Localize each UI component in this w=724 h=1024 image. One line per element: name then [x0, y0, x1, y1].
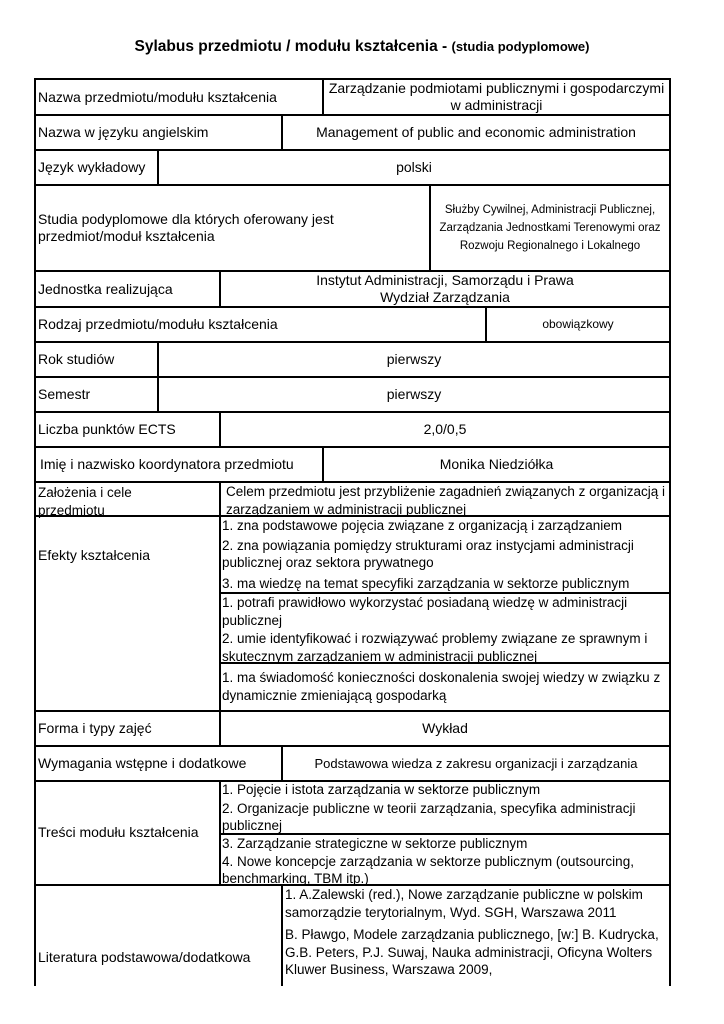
label-forma: Forma i typy zajęć [38, 720, 152, 736]
efekt-kompetencje-1: 1. ma świadomość konieczności doskonalenia swojej wiedzy w związku z dynamicznie zmieniającą gospodarką [222, 670, 661, 703]
value-rodzaj: obowiązkowy [542, 317, 614, 331]
literatura-item-1: 1. A.Zalewski (red.), Nowe zarządzanie publiczne w polskim samorządzie terytorialnym, Wyd. SGH, Warszawa 2011 [285, 887, 643, 920]
label-wymagania: Wymagania wstępne i dodatkowe [38, 755, 247, 771]
tresci-a [222, 781, 667, 835]
value-jednostka: Instytut Administracji, Samorządu i Prawa Wydział Zarządzania [316, 272, 574, 305]
label-rok: Rok studiów [38, 351, 115, 367]
literatura-item-2: B. Pławgo, Modele zarządzania publicznego, [w:] B. Kudrycka, G.B. Peters, P.J. Suwaj, Nauka administracji, Oficyna Wolters Kluwer Business, Warszawa 2009, [285, 927, 659, 977]
label-efekty: Efekty kształcenia [38, 546, 151, 563]
efekt-umiejetnosci-1: 1. potrafi prawidłowo wykorzystać posiadaną wiedzę w administracji publicznej [222, 595, 628, 628]
label-rodzaj: Rodzaj przedmiotu/modułu kształcenia [38, 316, 278, 332]
label-zalozenia: Założenia i cele przedmiotu [38, 485, 132, 518]
value-zalozenia: Celem przedmiotu jest przybliżenie zagadnień związanych z organizacją i zarządzaniem w administracji publicznej [226, 484, 665, 517]
efekt-umiejetnosci-2: 2. umie identyfikować i rozwiązywać problemy związane ze sprawnym i skutecznym zarządzaniem w administracji publicznej [222, 631, 648, 664]
label-nazwa-en: Nazwa w języku angielskim [38, 124, 209, 140]
label-koordynator: Imię i nazwisko koordynatora przedmiotu [40, 456, 294, 472]
efekt-wiedza-1: 1. zna podstawowe pojęcia związane z organizacją i zarządzaniem [222, 518, 622, 533]
value-rok: pierwszy [386, 351, 442, 367]
value-studia: Służby Cywilnej, Administracji Publicznej, Zarządzania Jednostkami Terenowymi oraz Rozwoju Regionalnego i Lokalnego [439, 204, 661, 252]
value-jezyk: polski [396, 159, 432, 175]
label-nazwa: Nazwa przedmiotu/modułu kształcenia [38, 88, 277, 105]
label-jednostka: Jednostka realizująca [38, 280, 173, 297]
tresci-b [222, 835, 667, 888]
value-ects: 2,0/0,5 [423, 421, 467, 437]
label-jezyk: Język wykładowy [38, 159, 146, 175]
efekt-wiedza-3: 3. ma wiedzę na temat specyfiki zarządzania w sektorze publicznym [222, 575, 630, 591]
label-studia: Studia podyplomowe dla których oferowany jest przedmiot/moduł kształcenia [38, 211, 334, 244]
value-wymagania: Podstawowa wiedza z zakresu organizacji i zarządzania [314, 756, 638, 771]
efekt-wiedza-2: 2. zna powiązania pomiędzy strukturami oraz instycjami administracji publicznej oraz sektora prywatnego [222, 537, 634, 570]
efekty-kompetencje [222, 669, 667, 704]
label-tresci: Treści modułu kształcenia [38, 823, 199, 840]
value-nazwa: Zarządzanie podmiotami publicznymi i gospodarczymi w administracji [328, 80, 665, 113]
efekty-umiejetnosci [222, 594, 667, 665]
tresci-item-3: 3. Zarządzanie strategiczne w sektorze publicznym [222, 836, 528, 851]
value-forma: Wykład [422, 720, 468, 736]
tresci-item-2: 2. Organizacje publiczne w teorii zarządzania, specyfika administracji publicznej [222, 800, 636, 833]
literatura-list [285, 886, 667, 979]
page-title: Sylabus przedmiotu / modułu kształcenia - (studia podyplomowe) [134, 38, 590, 55]
label-literatura: Literatura podstawowa/dodatkowa [38, 948, 251, 965]
value-semestr: pierwszy [386, 386, 442, 402]
value-koordynator: Monika Niedziółka [439, 456, 554, 472]
value-nazwa-en: Management of public and economic administration [316, 124, 636, 140]
label-semestr: Semestr [38, 386, 91, 402]
tresci-item-4: 4. Nowe koncepcje zarządzania w sektorze publicznym (outsourcing, benchmarking, TBM itp.) [222, 853, 634, 886]
efekty-wiedza [222, 517, 667, 592]
tresci-item-1: 1. Pojęcie i istota zarządzania w sektorze publicznym [222, 782, 541, 797]
label-ects: Liczba punktów ECTS [38, 421, 176, 437]
